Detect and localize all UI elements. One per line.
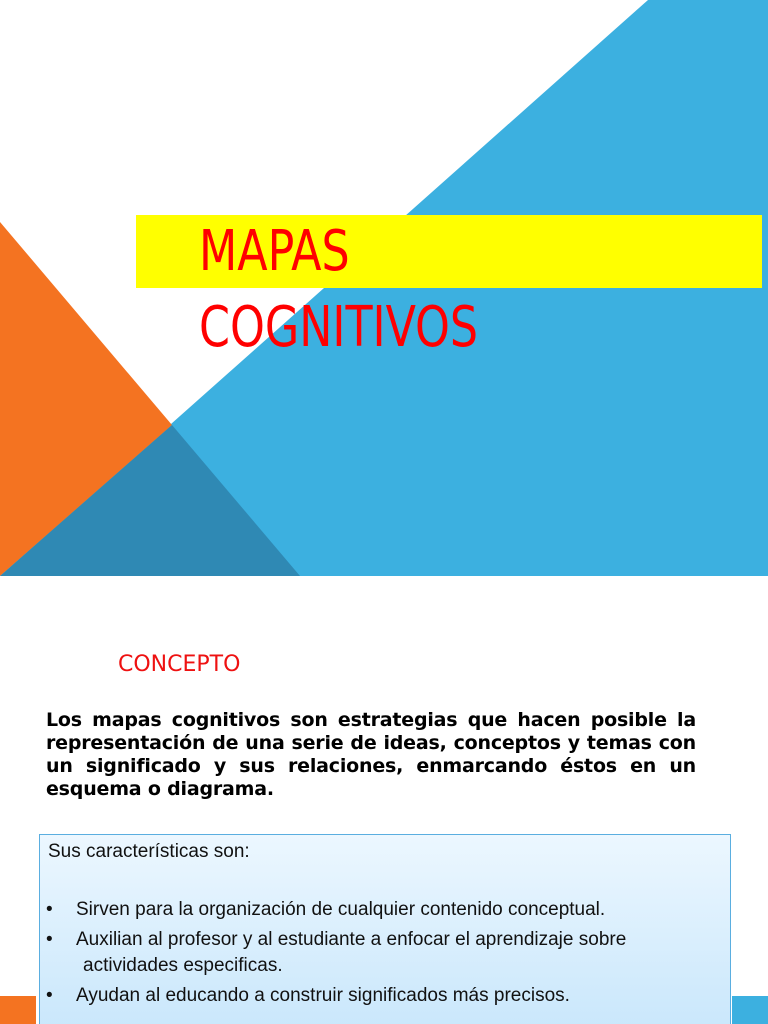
concept-slide — [0, 576, 768, 1024]
list-item — [40, 897, 732, 923]
concept-paragraph: Los mapas cognitivos son estrategias que hacen posible la representación de una serie de ideas, conceptos y temas con un significado y sus relaciones, enmarcando éstos en un esquema o diagrama. — [46, 709, 696, 800]
list-item-text: Auxilian al profesor y al estudiante a enfocar el aprendizaje sobre — [76, 929, 627, 950]
list-item-continuation: actividades especificas. — [83, 955, 283, 976]
bullet-icon: • — [46, 899, 53, 920]
characteristics-intro: Sus características son: — [48, 841, 250, 862]
list-item-text: Sirven para la organización de cualquier contenido conceptual. — [76, 899, 606, 920]
bullet-icon: • — [46, 929, 53, 950]
list-item-text: Ayudan al educando a construir significados más precisos. — [76, 985, 570, 1006]
concept-heading: CONCEPTO — [118, 652, 241, 677]
bullet-icon: • — [46, 985, 53, 1006]
blue-corner-accent — [732, 996, 768, 1024]
orange-corner-accent — [0, 996, 36, 1024]
title-line-1: MAPAS — [199, 219, 350, 284]
characteristics-box — [39, 834, 731, 1024]
characteristics-list — [40, 897, 732, 1013]
list-item — [40, 927, 732, 979]
list-item — [40, 983, 732, 1009]
slide-title — [199, 214, 639, 366]
title-line-2: COGNITIVOS — [199, 295, 479, 360]
